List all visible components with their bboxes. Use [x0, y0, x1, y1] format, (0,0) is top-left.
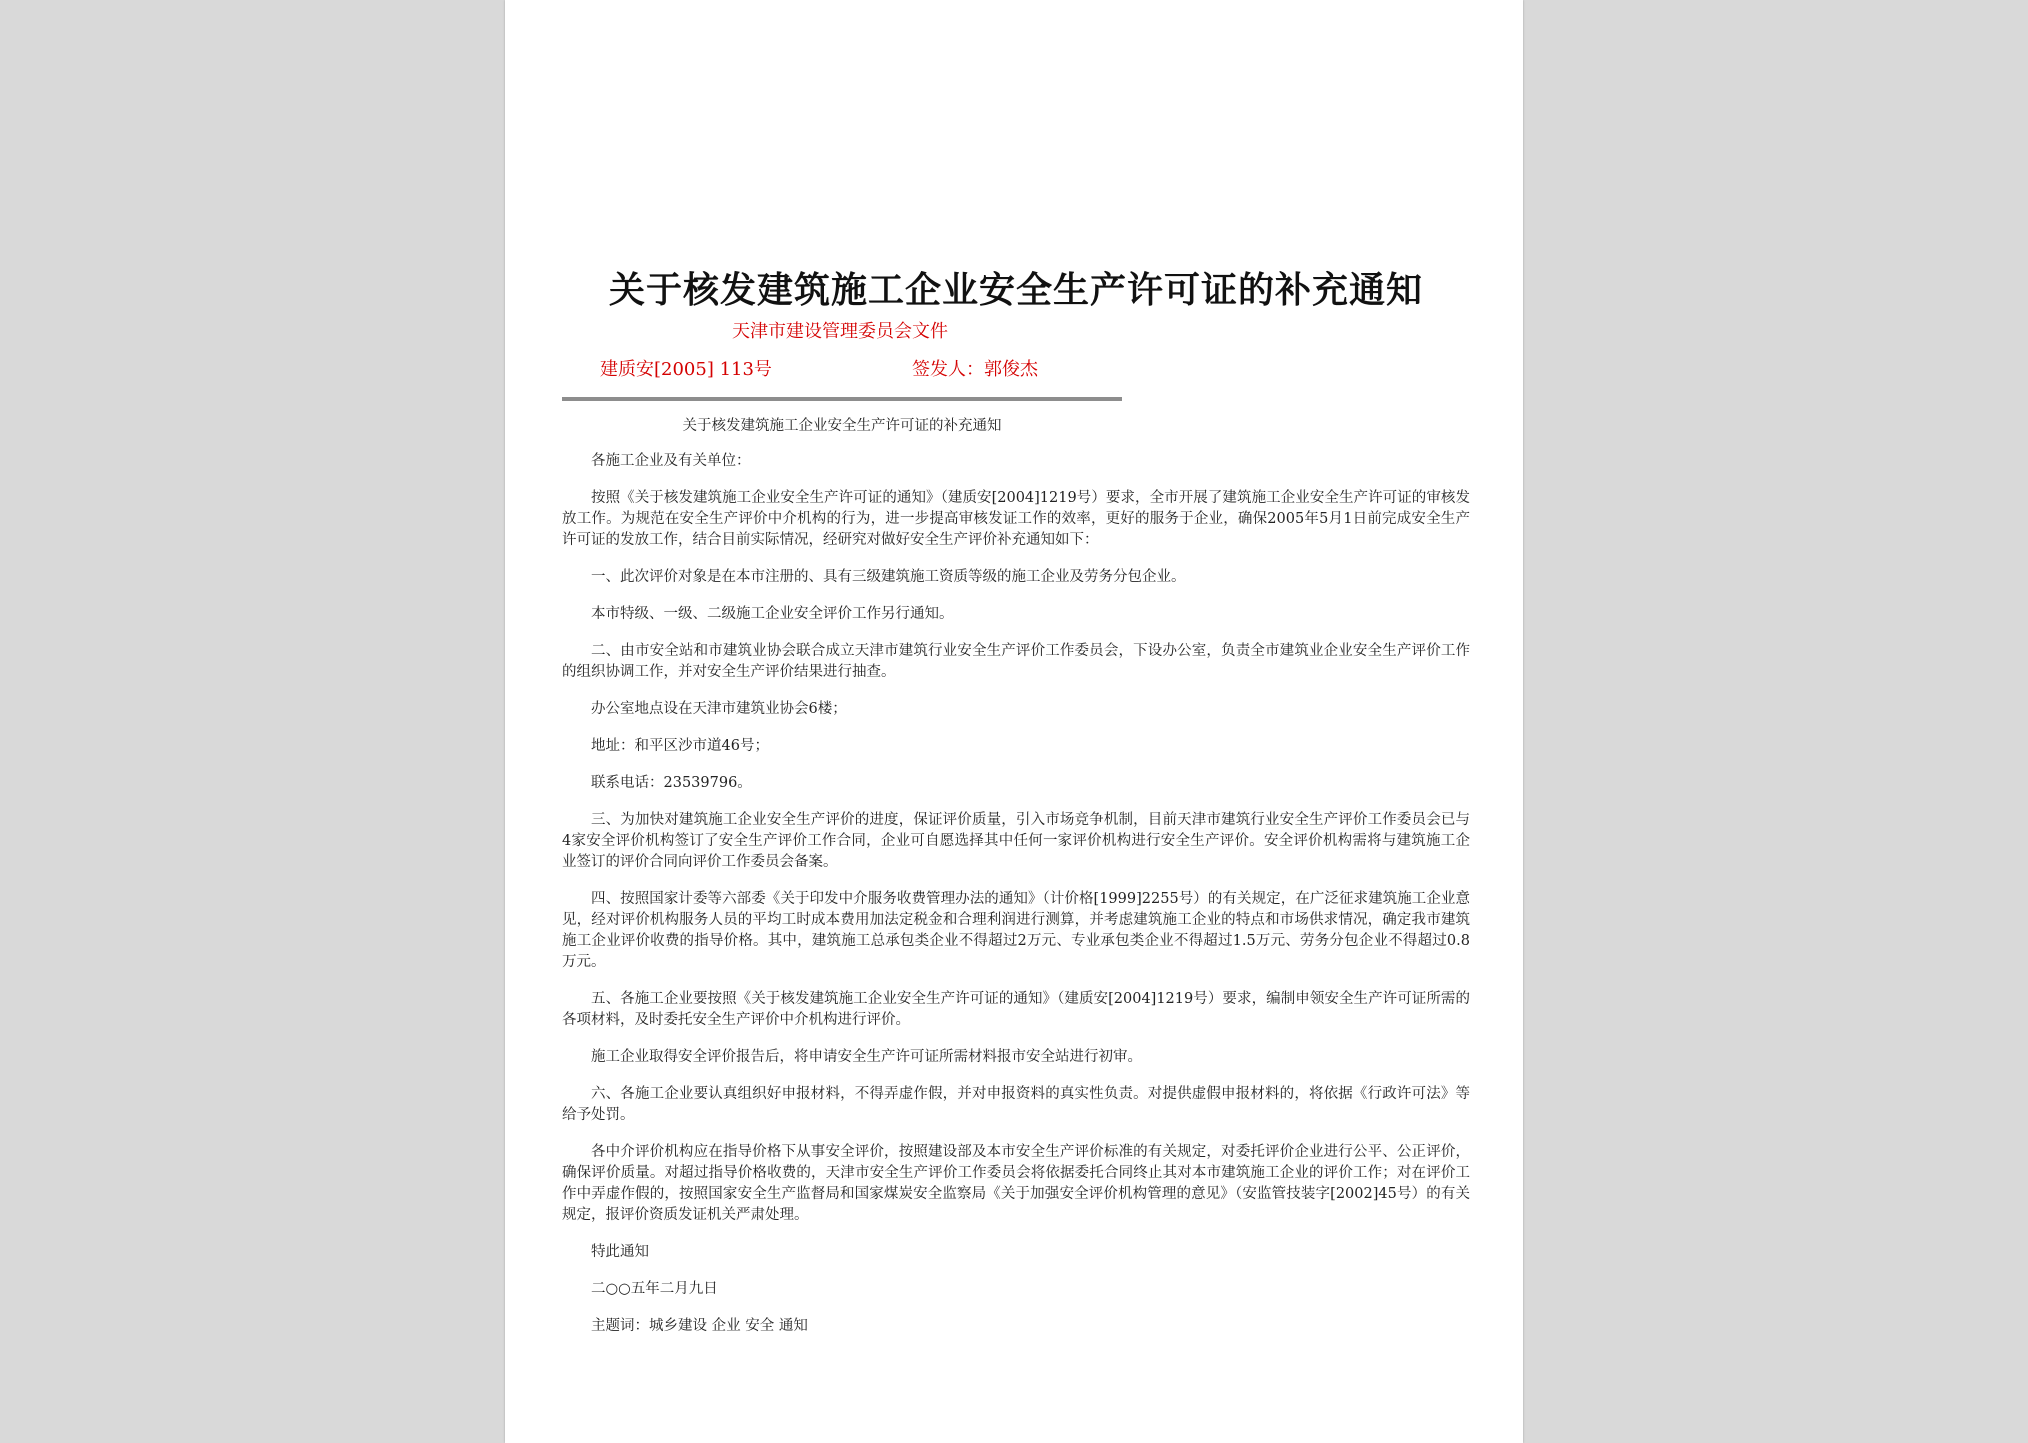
document-date: 二○○五年二月九日	[591, 1281, 718, 1297]
salutation: 各施工企业及有关单位：	[591, 453, 751, 469]
paragraph: 地址：和平区沙市道46号；	[591, 738, 769, 754]
paragraph: 五、各施工企业要按照《关于核发建筑施工企业安全生产许可证的通知》（建质安[2004]1219号）要求，编制申领安全生产许可证所需的各项材料，及时委托安全生产评价中介机构进行评价。	[562, 991, 1470, 1028]
closing-line: 特此通知	[591, 1244, 649, 1260]
inner-title: 关于核发建筑施工企业安全生产许可证的补充通知	[682, 418, 1002, 434]
paragraph: 四、按照国家计委等六部委《关于印发中介服务收费管理办法的通知》（计价格[1999]2255号）的有关规定，在广泛征求建筑施工企业意见，经对评价机构服务人员的平均工时成本费用加法定税金和合理利润进行测算，并考虑建筑施工企业的特点和市场供求情况，确定我市建筑施工企业评价收费的指导价格。其中，建筑施工总承包类企业不得超过2万元、专业承包类企业不得超过1.5万元、劳务分包企业不得超过0.8万元。	[562, 891, 1470, 970]
paragraph: 一、此次评价对象是在本市注册的、具有三级建筑施工资质等级的施工企业及劳务分包企业。	[591, 569, 1186, 585]
paragraph: 各中介评价机构应在指导价格下从事安全评价，按照建设部及本市安全生产评价标准的有关规定，对委托评价企业进行公平、公正评价，确保评价质量。对超过指导价格收费的，天津市安全生产评价工作委员会将依据委托合同终止其对本市建筑施工企业的评价工作；对在评价工作中弄虚作假的，按照国家安全生产监督局和国家煤炭安全监察局《关于加强安全评价机构管理的意见》（安监管技装字[2002]45号）的有关规定，报评价资质发证机关严肃处理。	[562, 1144, 1470, 1223]
paragraph: 三、为加快对建筑施工企业安全生产评价的进度，保证评价质量，引入市场竞争机制，目前天津市建筑行业安全生产评价工作委员会已与4家安全评价机构签订了安全生产评价工作合同，企业可自愿选择其中任何一家评价机构进行安全生产评价。安全评价机构需将与建筑施工企业签订的评价合同向评价工作委员会备案。	[562, 812, 1470, 870]
paragraph: 二、由市安全站和市建筑业协会联合成立天津市建筑行业安全生产评价工作委员会，下设办公室，负责全市建筑业企业安全生产评价工作的组织协调工作，并对安全生产评价结果进行抽查。	[562, 643, 1470, 680]
document-meta	[562, 355, 1470, 381]
header-divider	[562, 397, 1122, 401]
paragraph: 本市特级、一级、二级施工企业安全评价工作另行通知。	[591, 606, 954, 622]
paragraph: 按照《关于核发建筑施工企业安全生产许可证的通知》（建质安[2004]1219号）要求，全市开展了建筑施工企业安全生产许可证的审核发放工作。为规范在安全生产评价中介机构的行为，进一步提高审核发证工作的效率，更好的服务于企业，确保2005年5月1日前完成安全生产许可证的发放工作，结合目前实际情况，经研究对做好安全生产评价补充通知如下：	[562, 490, 1470, 548]
document-body	[562, 451, 1470, 1337]
paragraph: 六、各施工企业要认真组织好申报材料，不得弄虚作假，并对申报资料的真实性负责。对提供虚假申报材料的，将依据《行政许可法》等给予处罚。	[562, 1086, 1470, 1123]
signer: 签发人：郭俊杰	[912, 359, 1038, 380]
paragraph: 办公室地点设在天津市建筑业协会6楼；	[591, 701, 847, 717]
subject-keywords: 主题词：城乡建设 企业 安全 通知	[591, 1318, 808, 1334]
document-title: 关于核发建筑施工企业安全生产许可证的补充通知	[608, 269, 1423, 311]
document-number: 建质安[2005] 113号	[600, 359, 772, 380]
paragraph: 联系电话：23539796。	[591, 775, 752, 791]
document-page	[505, 0, 1523, 1443]
paragraph: 施工企业取得安全评价报告后，将申请安全生产许可证所需材料报市安全站进行初审。	[591, 1049, 1142, 1065]
document-content	[562, 262, 1470, 1353]
issuer-line: 天津市建设管理委员会文件	[732, 321, 948, 342]
